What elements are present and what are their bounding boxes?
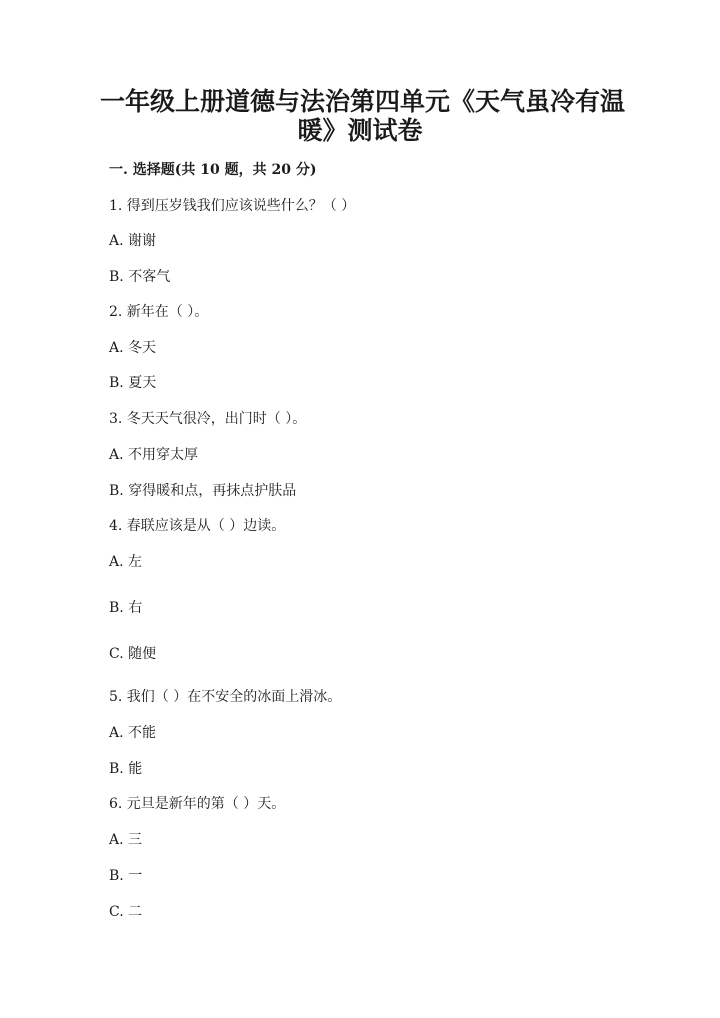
question-2-option-b: B. 夏天	[109, 375, 157, 391]
question-6-option-c: C. 二	[109, 904, 143, 920]
question-3-option-b: B. 穿得暖和点，再抹点护肤品	[109, 483, 297, 499]
page-title-line-2: 暖》测试卷	[297, 116, 423, 145]
question-6-option-b: B. 一	[109, 868, 143, 884]
question-3-stem: 3. 冬天天气很冷，出门时（ ）。	[109, 411, 307, 427]
question-1-option-b: B. 不客气	[109, 269, 171, 285]
question-5-stem: 5. 我们（ ）在不安全的冰面上滑冰。	[109, 689, 342, 705]
question-5-option-a: A. 不能	[109, 725, 157, 741]
question-2-option-a: A. 冬天	[109, 340, 157, 356]
question-4-option-c: C. 随便	[109, 646, 157, 662]
question-6-stem: 6. 元旦是新年的第（ ）天。	[109, 796, 286, 812]
question-5-option-b: B. 能	[109, 761, 143, 777]
question-1-option-a: A. 谢谢	[109, 233, 157, 249]
question-1-stem: 1. 得到压岁钱我们应该说些什么？（ ）	[109, 198, 356, 214]
section-heading: 一. 选择题(共 10 题，共 20 分)	[109, 162, 317, 178]
question-3-option-a: A. 不用穿太厚	[109, 447, 199, 463]
page-title-line-1: 一年级上册道德与法治第四单元《天气虽冷有温	[100, 87, 626, 116]
question-2-stem: 2. 新年在（ ）。	[109, 304, 209, 320]
question-4-option-a: A. 左	[109, 554, 143, 570]
question-4-stem: 4. 春联应该是从（ ）边读。	[109, 518, 286, 534]
question-4-option-b: B. 右	[109, 600, 143, 616]
question-6-option-a: A. 三	[109, 832, 143, 848]
